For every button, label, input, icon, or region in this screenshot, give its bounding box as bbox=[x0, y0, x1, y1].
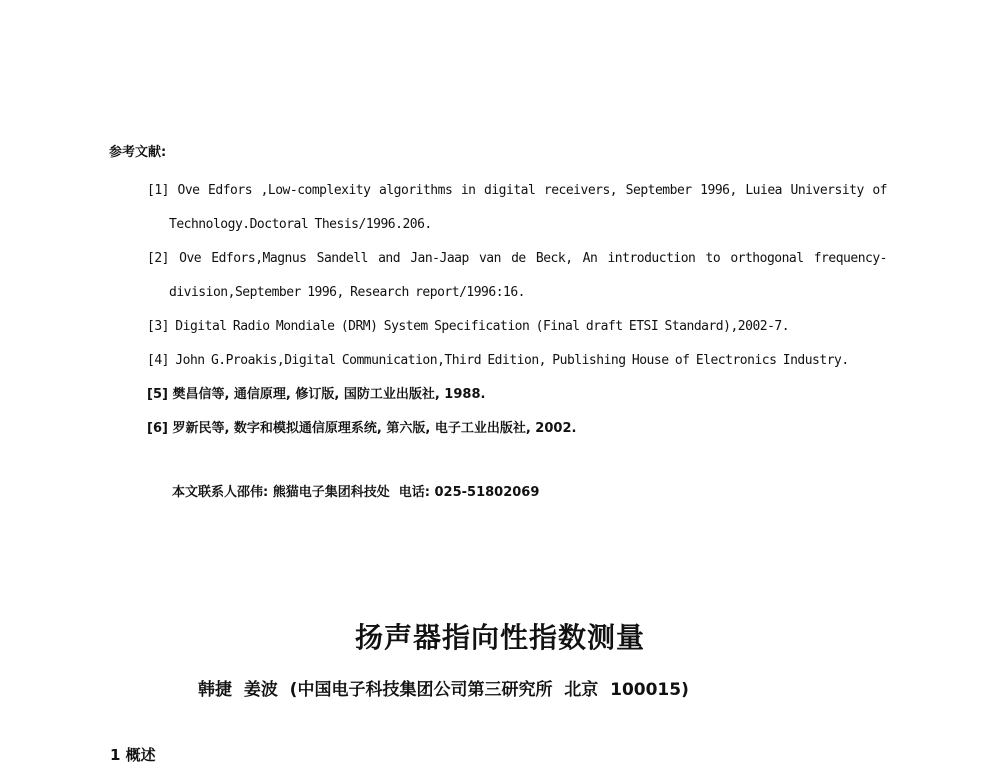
references-heading: 参考文献: bbox=[109, 145, 167, 160]
section-heading: 1 概述 bbox=[110, 746, 156, 764]
article-title: 扬声器指向性指数测量 bbox=[354, 621, 645, 654]
reference-item-1: [1] Ove Edfors ,Low-complexity algorithms in digital receivers, September 1996, Luiea University of Technology.Doctoral Thesis/1996.206. bbox=[147, 183, 887, 232]
author-affiliation-line: 韩捷 姜波 (中国电子科技集团公司第三研究所 北京 100015) bbox=[198, 680, 689, 700]
contact-line: 本文联系人邵伟: 熊猫电子集团科技处 电话: 025-51802069 bbox=[172, 485, 540, 500]
reference-list bbox=[147, 174, 887, 446]
reference-item-6: [6] 罗新民等, 数字和模拟通信原理系统, 第六版, 电子工业出版社, 2002. bbox=[147, 421, 577, 436]
reference-item-2: [2] Ove Edfors,Magnus Sandell and Jan-Jaap van de Beck, An introduction to orthogonal frequency-division,September 1996, Research report/1996:16. bbox=[147, 251, 887, 300]
reference-item-4: [4] John G.Proakis,Digital Communication,Third Edition, Publishing House of Electronics Industry. bbox=[147, 353, 849, 368]
reference-item-3: [3] Digital Radio Mondiale (DRM) System Specification (Final draft ETSI Standard),2002-7. bbox=[147, 319, 790, 334]
reference-item-5: [5] 樊昌信等, 通信原理, 修订版, 国防工业出版社, 1988. bbox=[147, 387, 486, 402]
